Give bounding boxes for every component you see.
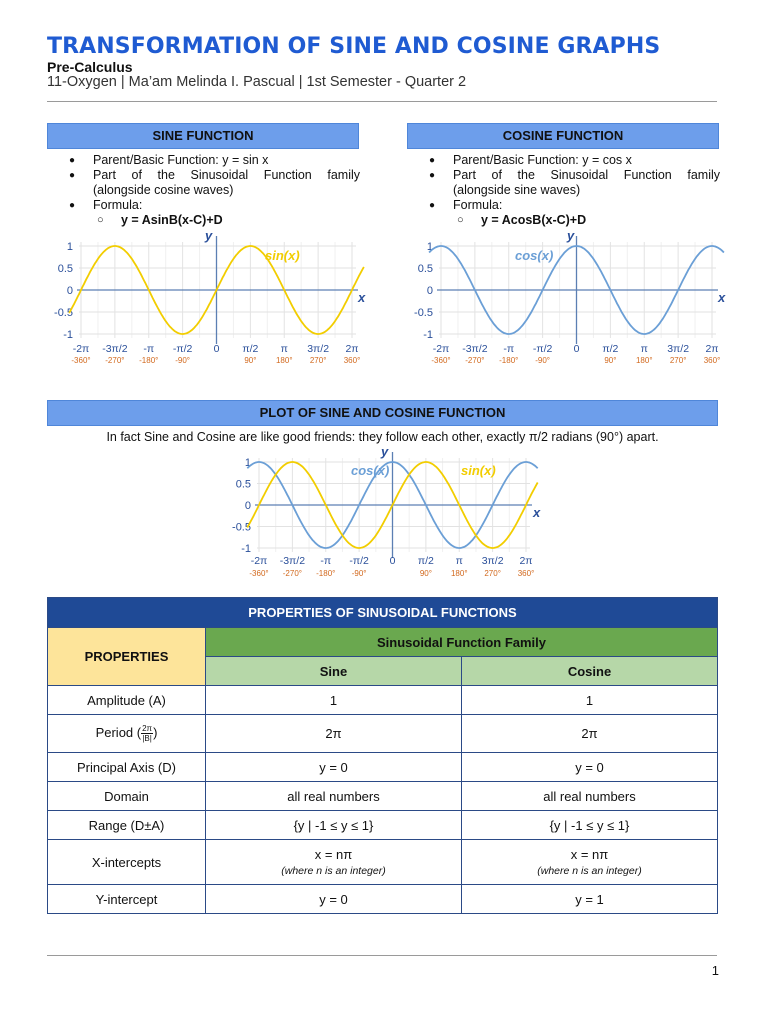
footer-divider [47,955,717,956]
sine-bullet-formula: ● Formula: [47,198,360,213]
subject-label: Pre-Calculus [47,59,133,75]
cosine-value: all real numbers [462,782,718,811]
x-tick-degree-label: -360° [431,356,451,365]
cosine-x-intercepts-note: (where n is an integer) [537,865,642,877]
header-divider [47,101,717,102]
property-name: Amplitude (A) [48,686,206,715]
x-tick-label: 2π [345,343,359,355]
sin-series-label: sin(x) [265,248,300,263]
property-name: Domain [48,782,206,811]
sine-value: 2π [206,715,462,753]
sine-x-intercepts-note: (where n is an integer) [281,865,386,877]
y-axis-label: y [205,228,213,243]
x-tick-degree-label: -180° [499,356,519,365]
x-tick-label: -3π/2 [279,555,306,567]
cosine-formula: ○ y = AcosB(x-C)+D [407,213,720,228]
plot-intro-text: In fact Sine and Cosine are like good friends: they follow each other, exactly π/2 radians (90°) apart. [106,430,659,444]
x-tick-degree-label: -270° [282,569,302,578]
property-name: Range (D±A) [48,811,206,840]
x-tick-degree-label: -270° [105,356,125,365]
cosine-bullet-list [407,153,720,228]
family-header: Sinusoidal Function Family [206,628,718,657]
cosine-value: y = 1 [462,885,718,914]
table-row [48,840,718,885]
x-tick-label: -2π [250,555,268,567]
y-tick-label: 1 [426,241,433,253]
cosine-value: 1 [462,686,718,715]
x-tick-degree-label: -90° [351,569,367,578]
x-tick-label: π/2 [602,343,619,355]
x-tick-label: -3π/2 [462,343,488,355]
x-tick-label: 0 [389,555,396,567]
x-tick-label: -π/2 [532,343,553,355]
y-tick-label: -0.5 [232,521,251,534]
y-tick-label: -0.5 [54,307,73,319]
x-tick-label: -π [320,555,332,567]
cosine-bullet-parent: ● Parent/Basic Function: y = cos x [407,153,720,168]
sine-formula: ○ y = AsinB(x-C)+D [47,213,360,228]
sine-bullet-parent: ● Parent/Basic Function: y = sin x [47,153,360,168]
y-tick-label: 0 [426,285,433,297]
x-tick-degree-label: 360° [703,356,721,365]
fraction-denominator: |B| [142,734,152,743]
plot-heading: PLOT OF SINE AND COSINE FUNCTION [47,400,718,426]
y-tick-label: 0 [66,285,73,297]
table-row [48,782,718,811]
period-label-end: ) [153,724,158,740]
cos-series-label: cos(x) [515,248,554,263]
page-number: 1 [711,963,719,978]
x-tick-label: -2π [72,343,90,355]
y-axis-label: y [381,444,389,459]
page-title: TRANSFORMATION OF SINE AND COSINE GRAPHS [47,34,661,59]
x-tick-degree-label: 360° [517,569,535,578]
x-tick-label: 3π/2 [667,343,690,355]
x-tick-degree-label: -360° [71,356,91,365]
x-tick-degree-label: 270° [669,356,687,365]
table-row [48,715,718,753]
property-name [48,715,206,753]
properties-header: PROPERTIES [48,628,206,686]
y-tick-label: 1 [66,241,73,253]
x-tick-degree-label: -180° [139,356,159,365]
y-tick-label: -1 [63,329,73,341]
y-tick-label: -1 [241,543,251,555]
y-tick-label: -0.5 [414,307,433,319]
x-tick-label: π [640,343,648,355]
x-tick-label: -2π [432,343,450,355]
sine-value: y = 0 [206,753,462,782]
cosine-value: y = 0 [462,753,718,782]
cosine-graph [405,228,725,370]
table-title: PROPERTIES OF SINUSOIDAL FUNCTIONS [48,598,718,628]
y-tick-label: 0.5 [57,263,73,275]
x-tick-label: π/2 [417,555,434,567]
cosine-bullet-family: ● Part of the Sinusoidal Function family (alongside sine waves) [407,168,720,198]
x-tick-degree-label: 360° [343,356,361,365]
cos-series-label: cos(x) [351,463,390,478]
property-name: Y-intercept [48,885,206,914]
table-row [48,811,718,840]
x-tick-degree-label: 270° [484,569,501,578]
table-row [48,753,718,782]
class-info: 11-Oxygen | Ma’am Melinda I. Pascual | 1st Semester - Quarter 2 [47,74,467,90]
sine-x-intercepts: x = nπ [314,847,353,862]
period-fraction [141,724,153,743]
properties-table [47,597,718,914]
x-tick-label: π [455,555,463,567]
x-tick-label: 0 [213,343,220,355]
x-tick-label: π [280,343,288,355]
x-tick-degree-label: -360° [249,569,269,578]
x-tick-label: -π/2 [349,555,369,567]
x-tick-label: π/2 [242,343,259,355]
sin-series-label: sin(x) [461,463,496,478]
sine-value: all real numbers [206,782,462,811]
x-tick-degree-label: -270° [465,356,485,365]
y-axis-label: y [567,228,575,243]
x-tick-label: -3π/2 [102,343,128,355]
sine-graph [45,228,365,370]
y-tick-label: 1 [244,457,251,469]
sine-value: y = 0 [206,885,462,914]
sine-function-heading: SINE FUNCTION [47,123,359,149]
table-row [48,686,718,715]
x-axis-label: x [358,290,366,305]
x-tick-label: 3π/2 [481,555,504,567]
cosine-value: {y | -1 ≤ y ≤ 1} [462,811,718,840]
x-tick-label: -π [503,343,515,355]
x-tick-degree-label: 90° [419,569,432,578]
x-tick-label: -π/2 [172,343,193,355]
sine-bullet-list [47,153,360,228]
sine-column-header: Sine [206,657,462,686]
x-tick-degree-label: -90° [535,356,551,365]
sine-value: {y | -1 ≤ y ≤ 1} [206,811,462,840]
fraction-numerator: 2π [142,724,153,733]
y-tick-label: 0.5 [235,478,251,491]
x-axis-label: x [533,505,541,520]
sine-bullet-family: ● Part of the Sinusoidal Function family (alongside cosine waves) [47,168,360,198]
cosine-value [462,840,718,885]
period-label: Period ( [95,724,142,740]
table-row [48,885,718,914]
x-tick-label: 0 [573,343,580,355]
x-axis-label: x [718,290,726,305]
x-tick-label: 2π [519,555,533,567]
property-name: X-intercepts [48,840,206,885]
cosine-x-intercepts: x = nπ [570,847,609,862]
x-tick-degree-label: -180° [316,569,336,578]
y-tick-label: 0 [244,500,251,512]
x-tick-degree-label: -90° [175,356,191,365]
y-tick-label: -1 [423,329,433,341]
x-tick-degree-label: 180° [450,569,468,578]
cosine-column-header: Cosine [462,657,718,686]
cosine-bullet-formula: ● Formula: [407,198,720,213]
x-tick-degree-label: 180° [635,356,653,365]
x-tick-degree-label: 90° [244,356,257,365]
x-tick-label: 2π [705,343,719,355]
property-name: Principal Axis (D) [48,753,206,782]
cosine-function-heading: COSINE FUNCTION [407,123,719,149]
combined-graph [223,444,541,586]
x-tick-degree-label: 180° [275,356,293,365]
x-tick-label: 3π/2 [307,343,330,355]
cosine-value: 2π [462,715,718,753]
x-tick-degree-label: 270° [309,356,327,365]
y-tick-label: 0.5 [417,263,433,275]
x-tick-label: -π [143,343,155,355]
x-tick-degree-label: 90° [604,356,617,365]
sine-value: 1 [206,686,462,715]
sine-value [206,840,462,885]
